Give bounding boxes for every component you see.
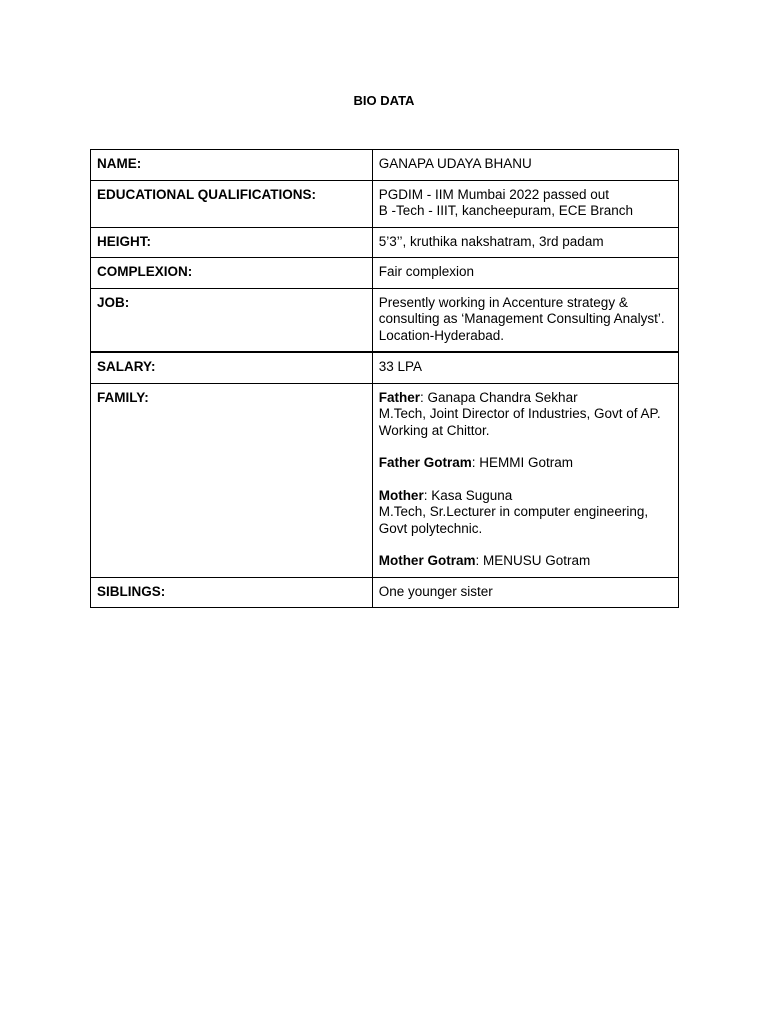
family-row: [91, 383, 679, 577]
siblings-row: [91, 577, 679, 608]
job-value: Presently working in Accenture strategy & consulting as ‘Management Consulting Analyst’. Location-Hyderabad.: [372, 288, 678, 352]
complexion-value: Fair complexion: [372, 258, 678, 289]
education-line-1: PGDIM - IIM Mumbai 2022 passed out: [378, 186, 610, 202]
complexion-row: [91, 258, 679, 289]
job-row: [91, 288, 679, 352]
height-label: HEIGHT:: [91, 227, 373, 258]
salary-value: 33 LPA: [372, 352, 678, 383]
father-key: Father: [378, 389, 420, 405]
education-label: EDUCATIONAL QUALIFICATIONS:: [91, 180, 373, 227]
spacer: [379, 439, 672, 455]
height-row: [91, 227, 679, 258]
father-gotram-value: : HEMMI Gotram: [471, 455, 573, 470]
mother-details: M.Tech, Sr.Lecturer in computer engineering, Govt polytechnic.: [378, 504, 649, 536]
father-gotram-entry: [379, 455, 672, 472]
bio-data-table: [90, 149, 679, 608]
education-row: [91, 180, 679, 227]
height-value: 5’3’’, kruthika nakshatram, 3rd padam: [372, 227, 678, 258]
spacer: [379, 472, 672, 488]
mother-name: : Kasa Suguna: [423, 487, 513, 503]
mother-key: Mother: [378, 487, 424, 503]
salary-row: [91, 352, 679, 383]
father-name: : Ganapa Chandra Sekhar: [419, 389, 578, 405]
name-label: NAME:: [91, 150, 373, 181]
family-value: [372, 383, 678, 577]
education-value: [372, 180, 678, 227]
family-label: FAMILY:: [91, 383, 373, 577]
father-gotram-key: Father Gotram: [378, 455, 472, 470]
name-row: [91, 150, 679, 181]
father-entry: [379, 390, 672, 407]
siblings-label: SIBLINGS:: [91, 577, 373, 608]
spacer: [379, 537, 672, 553]
job-label: JOB:: [91, 288, 373, 352]
education-line-2: B -Tech - IIIT, kancheepuram, ECE Branch: [378, 203, 634, 218]
salary-label: SALARY:: [91, 352, 373, 383]
document-title: BIO DATA: [353, 93, 415, 108]
mother-entry: [379, 488, 672, 505]
siblings-value: One younger sister: [372, 577, 678, 608]
mother-gotram-key: Mother Gotram: [378, 553, 476, 568]
mother-gotram-entry: [379, 553, 672, 570]
father-details: M.Tech, Joint Director of Industries, Govt of AP. Working at Chittor.: [378, 406, 661, 438]
name-value: GANAPA UDAYA BHANU: [372, 150, 678, 181]
mother-gotram-value: : MENUSU Gotram: [475, 553, 591, 568]
complexion-label: COMPLEXION:: [91, 258, 373, 289]
